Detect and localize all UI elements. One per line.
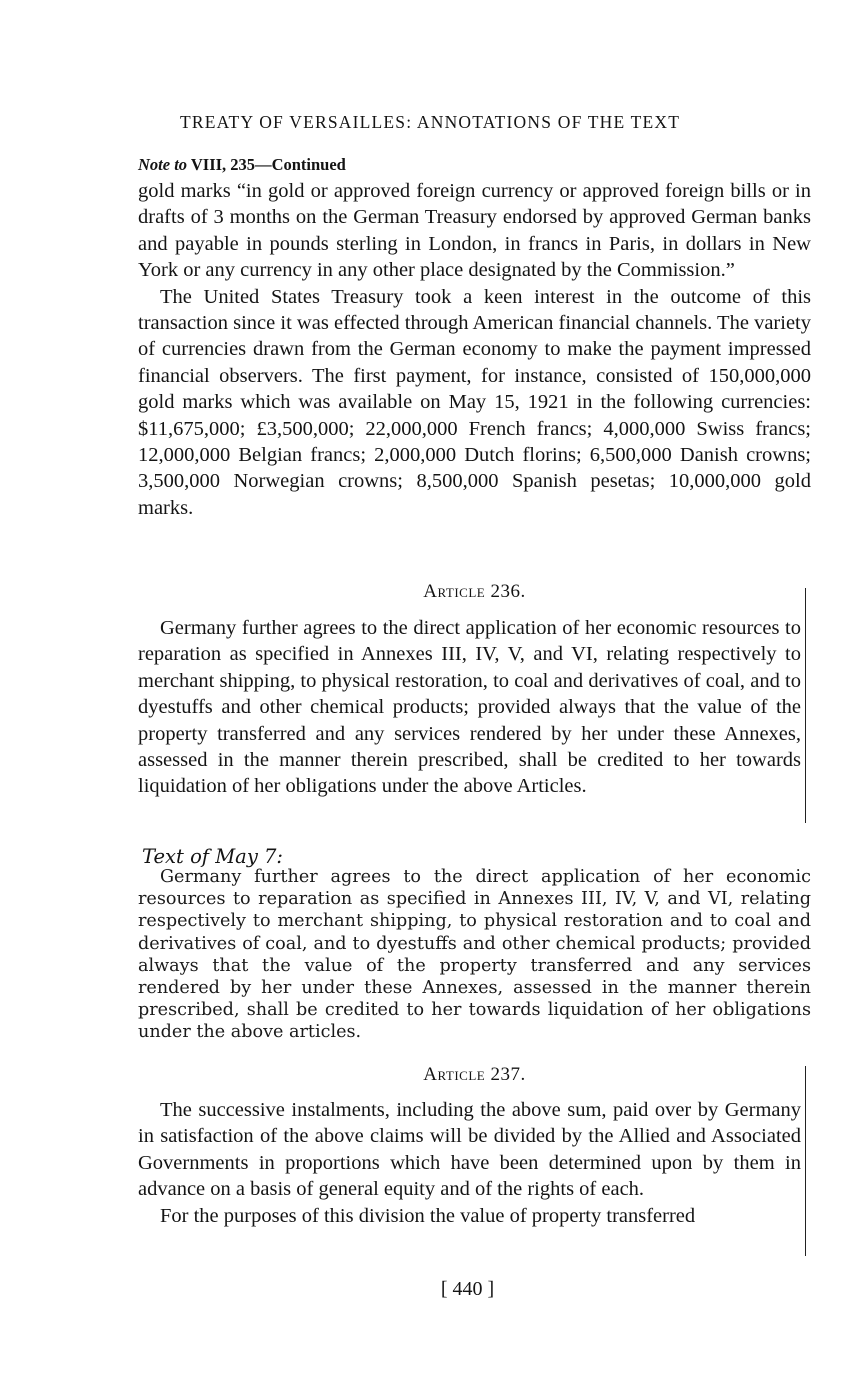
text-of-may-7-text: Germany further agrees to the direct application of her economic resources to reparation as specified in Annexes III, IV, V, and VI, relating respectively to merchant shipping, to physical restoration and to coal and derivatives of coal, and to dyestuffs and other chemical products; provided always that the value of the property transferred and any services rendered by her under these Annexes, assessed in the manner therein prescribed, shall be credited to her towards liquidation of her obligations under the above articles. [138, 867, 811, 1043]
text-of-may-7-body [138, 866, 811, 1044]
page-number: [ 440 ] [440, 1278, 495, 1300]
note-paragraph: The United States Treasury took a keen interest in the outcome of this transaction since it was effected through American financial channels. The variety of currencies drawn from the German economy to make the payment impressed financial observers. The first payment, for instance, consisted of 150,000,000 gold marks which was available on May 15, 1921 in the following currencies: $11,675,000; £3,500,000; 22,000,000 French francs; 4,000,000 Swiss francs; 12,000,000 Belgian francs; 2,000,000 Dutch florins; 6,500,000 Danish crowns; 3,500,000 Norwegian crowns; 8,500,000 Spanish pesetas; 10,000,000 gold marks. [138, 285, 811, 519]
article-236-heading: Article 236. [423, 581, 526, 602]
article-237-paragraph: The successive instalments, including the above sum, paid over by Germany in satisfaction of the above claims will be divided by the Allied and Associated Governments in proportions which have been determined upon by them in advance on a basis of general equity and of the rights of each. [138, 1099, 801, 1201]
note-body [138, 178, 811, 521]
note-paragraph: gold marks “in gold or approved foreign currency or approved foreign bills or in drafts of 3 months on the German Treasury endorsed by approved German banks and payable in pounds sterling in London, in francs in Paris, in dollars in New York or any currency in any other place designated by the Commission.” [138, 180, 811, 282]
text-of-may-7-label: Text of May 7: [142, 845, 284, 868]
note-continued: —Continued [255, 155, 346, 174]
margin-rule [805, 588, 806, 823]
article-237-heading: Article 237. [423, 1064, 526, 1085]
note-reference: VIII, 235 [190, 155, 256, 174]
article-237-paragraph: For the purposes of this division the value of property transferred [160, 1204, 696, 1227]
running-head: TREATY OF VERSAILLES: ANNOTATIONS OF THE TEXT [180, 112, 681, 132]
article-236-text: Germany further agrees to the direct application of her economic resources to reparation as specified in Annexes III, IV, V, and VI, relating respectively to merchant shipping, to physical restoration, to coal and derivatives of coal, and to dyestuffs and other chemical products; provided always that the value of the property transferred and any services rendered by her under these Annexes, assessed in the manner therein prescribed, shall be credited to her towards liquidation of her obligations under the above Articles. [138, 617, 801, 798]
article-237-body [138, 1097, 801, 1229]
note-label: Note to [138, 155, 188, 174]
article-236-body [138, 615, 801, 800]
note-heading [138, 155, 346, 175]
margin-rule [805, 1066, 806, 1256]
